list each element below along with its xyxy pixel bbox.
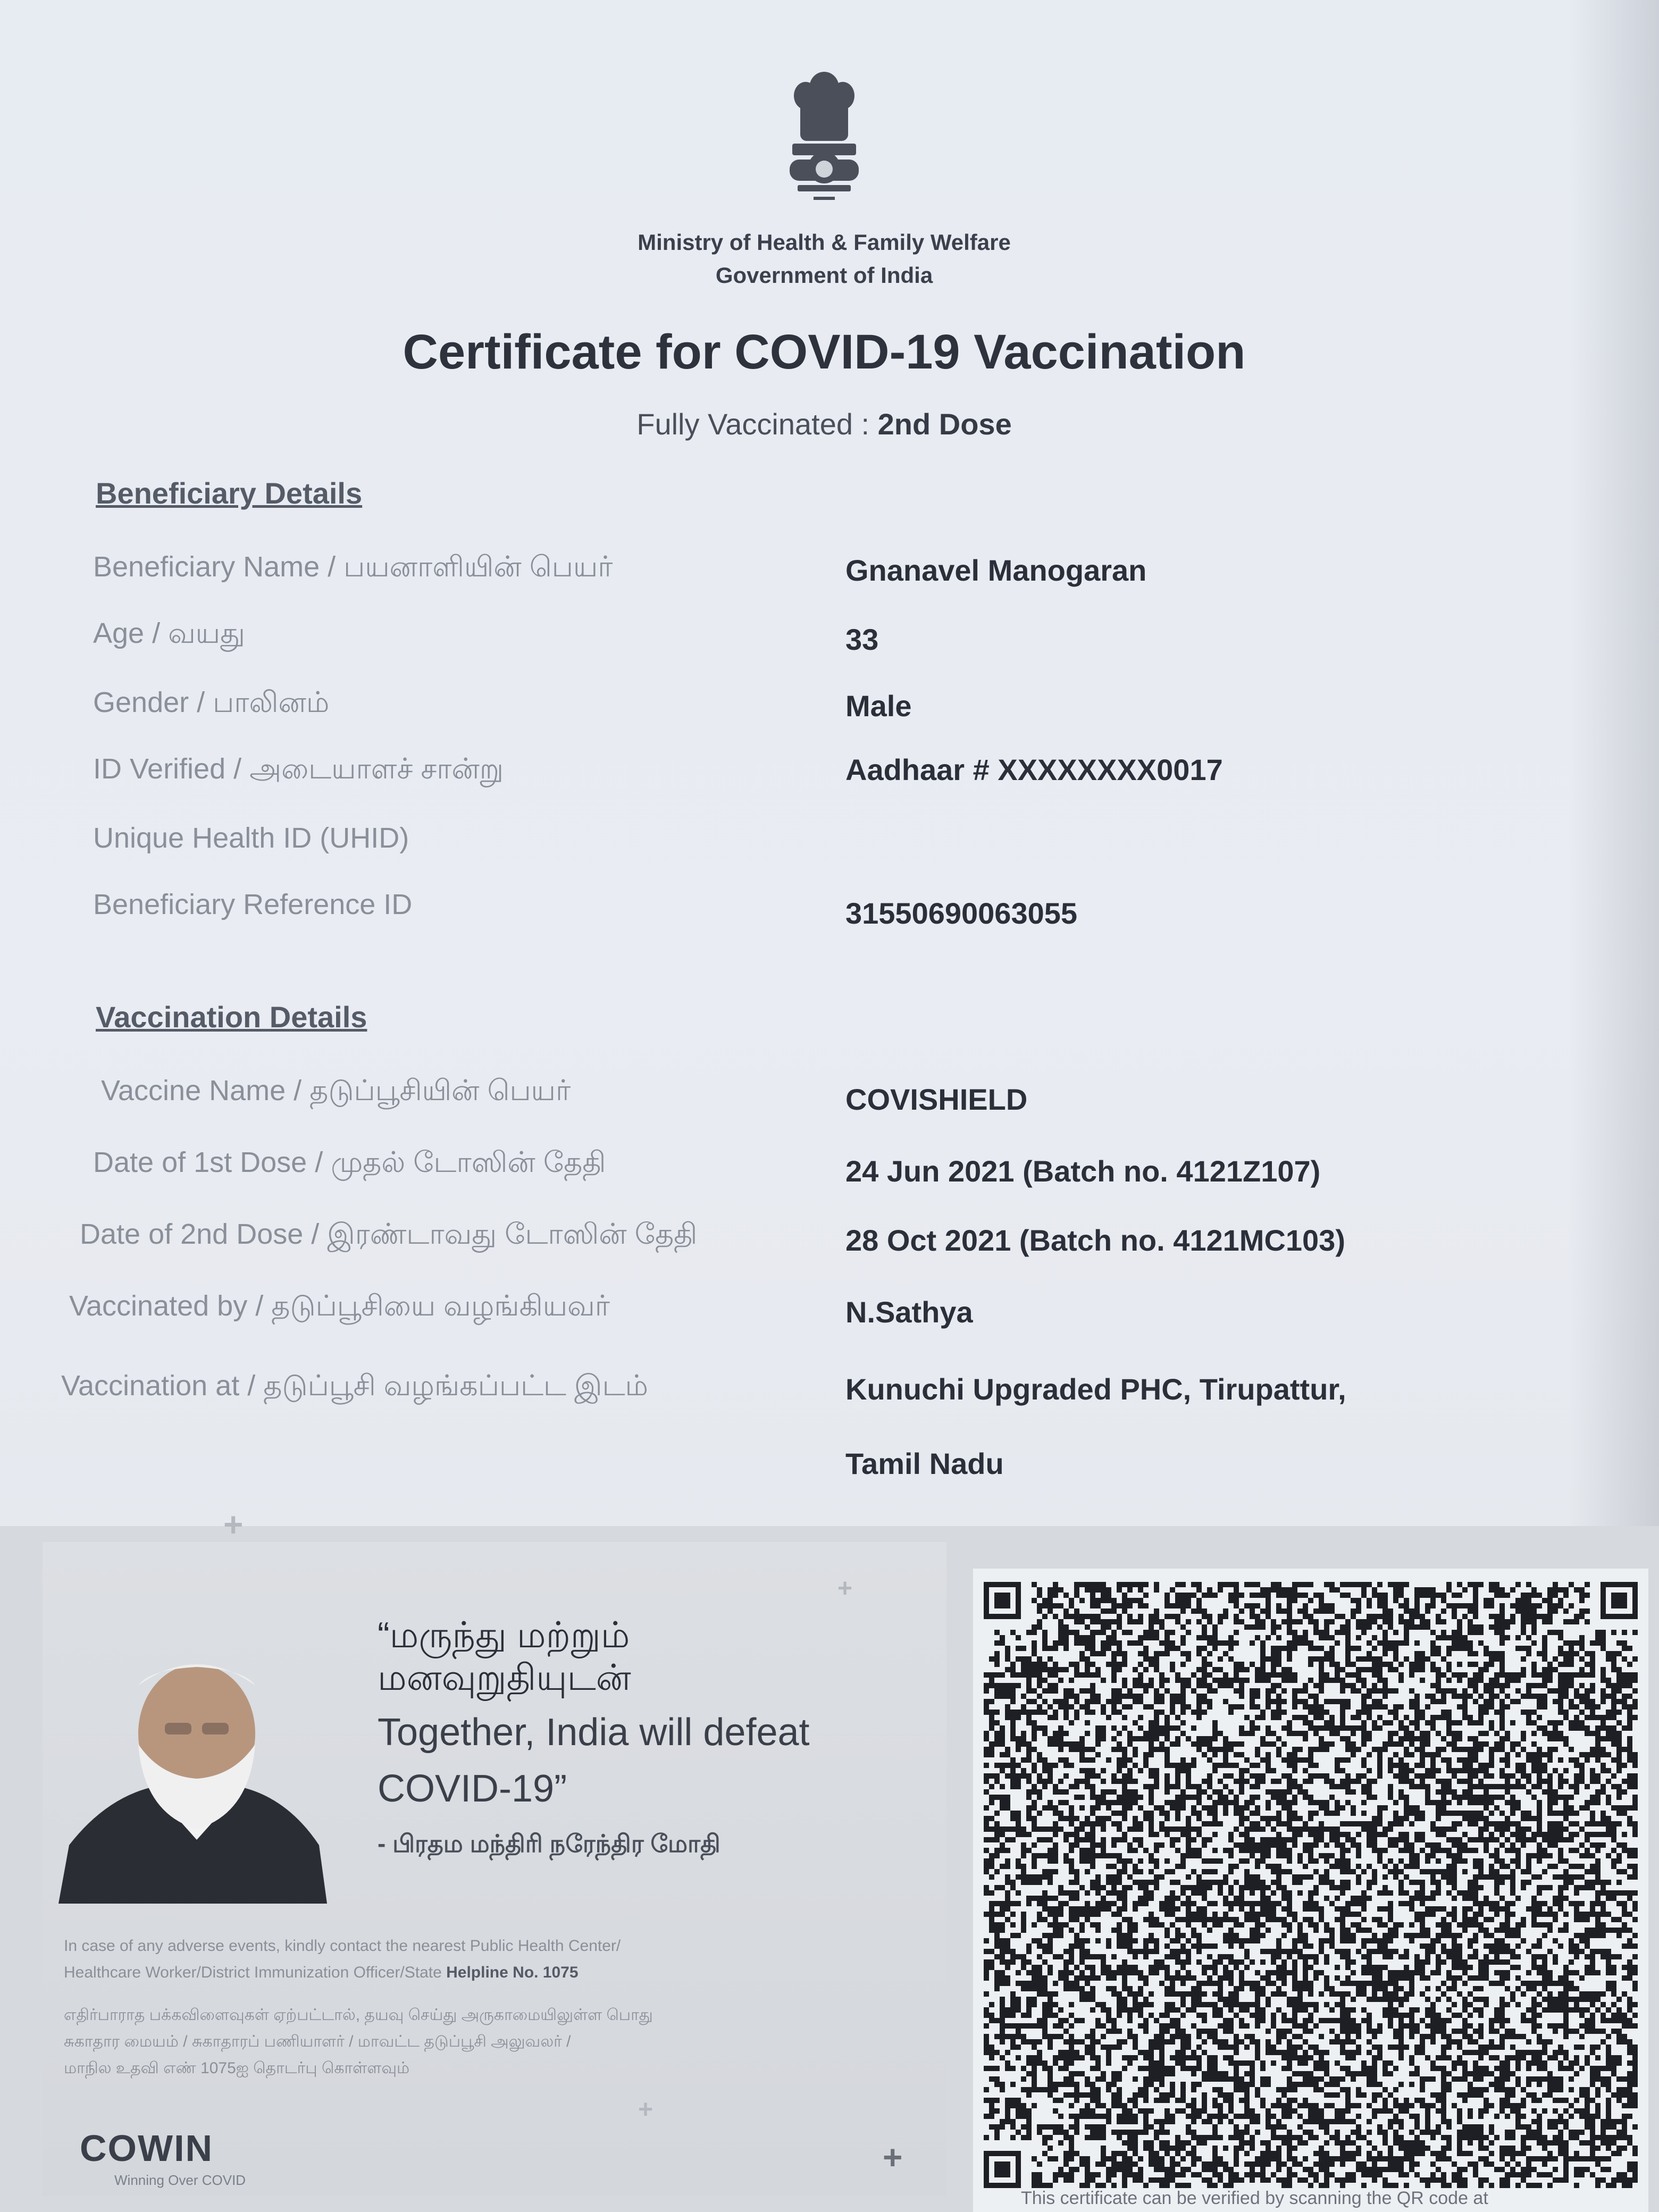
certificate-title: Certificate for COVID-19 Vaccination (403, 325, 1246, 379)
quote-english (378, 1704, 909, 1817)
field-label: Vaccinated by / தடுப்பூசியை வழங்கியவர் (69, 1290, 610, 1322)
qr-verification-note: This certificate can be verified by scanning the QR code at (1021, 2188, 1488, 2208)
field-row-first-dose (0, 1146, 1659, 1199)
vaccination-status (479, 407, 1170, 441)
ministry-name: Ministry of Health & Family Welfare (638, 230, 1011, 255)
field-value: Tamil Nadu (845, 1447, 1004, 1480)
helpline-tamil-line1: எதிர்பாராத பக்கவிளைவுகள் ஏற்பட்டால், தயவு செய்து அருகாமையிலுள்ள பொது (64, 2006, 653, 2024)
field-row-age (0, 617, 1659, 670)
field-value: Gnanavel Manogaran (845, 554, 1147, 587)
helpline-english-line1: In case of any adverse events, kindly contact the nearest Public Health Center/ (64, 1937, 621, 1955)
field-value: 33 (845, 623, 879, 656)
status-prefix: Fully Vaccinated : (636, 407, 878, 441)
government-name: Government of India (715, 263, 933, 288)
field-value: 28 Oct 2021 (Batch no. 4121MC103) (845, 1224, 1345, 1257)
field-label: Date of 2nd Dose / இரண்டாவது டோஸின் தேதி (80, 1218, 698, 1250)
quote-english-line2: COVID-19” (378, 1767, 567, 1810)
field-label: Beneficiary Reference ID (93, 889, 413, 920)
helpline-english (64, 1933, 904, 1986)
helpline-english-line2: Healthcare Worker/District Immunization Officer/State (64, 1964, 447, 1981)
qr-modules (984, 1582, 1638, 2188)
field-row-vaccinated-by (0, 1289, 1659, 1343)
crosshair-mark: + (638, 2096, 653, 2124)
field-value: 24 Jun 2021 (Batch no. 4121Z107) (845, 1154, 1321, 1188)
helpline-tamil-line2: சுகாதார மையம் / சுகாதாரப் பணியாளர் / மாவட்ட தடுப்பூசி அலுவலர் / (64, 2033, 571, 2050)
field-row-vaccination-at-line2 (0, 1446, 1659, 1499)
cowin-logo: COWIN (80, 2127, 214, 2169)
field-row-vaccine-name (0, 1074, 1659, 1127)
beneficiary-details-heading: Beneficiary Details (96, 476, 363, 510)
field-value: Male (845, 689, 912, 723)
vaccination-details-heading: Vaccination Details (96, 1000, 367, 1034)
crosshair-mark: + (837, 1574, 853, 1603)
portrait-image (58, 1638, 335, 1904)
field-label: Gender / பாலினம் (93, 686, 330, 718)
quote-tamil-line2: மனவுறுதியுடன் (378, 1657, 631, 1698)
field-label: Vaccination at / தடுப்பூசி வழங்கப்பட்ட இடம் (61, 1370, 648, 1402)
ministry-header (532, 226, 1117, 292)
helpline-tamil (64, 2002, 904, 2082)
field-label: Vaccine Name / தடுப்பூசியின் பெயர் (101, 1075, 571, 1107)
field-label: ID Verified / அடையாளச் சான்று (93, 753, 504, 785)
field-label: Beneficiary Name / பயனாளியின் பெயர் (93, 551, 613, 583)
field-label: Date of 1st Dose / முதல் டோஸின் தேதி (93, 1146, 606, 1178)
field-row-name (0, 550, 1659, 604)
field-row-second-dose (0, 1218, 1659, 1271)
field-label: Age / வயது (93, 617, 245, 649)
field-value: Aadhaar # XXXXXXXX0017 (845, 753, 1223, 786)
qr-finder-pattern (1601, 1582, 1638, 1619)
field-label: Unique Health ID (UHID) (93, 822, 409, 854)
quote-tamil-line1: “மருந்து மற்றும் (378, 1615, 630, 1655)
crosshair-mark: + (223, 1505, 244, 1544)
crosshair-mark: + (883, 2138, 903, 2176)
helpline-tamil-line3: மாநில உதவி எண் 1075ஐ தொடர்பு கொள்ளவும் (64, 2059, 410, 2077)
field-value: COVISHIELD (845, 1083, 1028, 1116)
field-row-vaccination-at (0, 1369, 1659, 1422)
helpline-number: Helpline No. 1075 (446, 1964, 579, 1981)
field-value: N.Sathya (845, 1295, 973, 1329)
quote-english-line1: Together, India will defeat (378, 1711, 810, 1754)
field-value: 31550690063055 (845, 896, 1078, 930)
qr-finder-pattern (984, 1582, 1021, 1619)
field-row-uhid (0, 822, 1659, 875)
quote-attribution: - பிரதம மந்திரி நரேந்திர மோதி (378, 1830, 720, 1857)
field-value: Kunuchi Upgraded PHC, Tirupattur, (845, 1372, 1346, 1406)
quote-tamil (378, 1614, 856, 1699)
field-row-reference-id (0, 888, 1659, 941)
status-dose: 2nd Dose (877, 407, 1012, 441)
field-row-gender (0, 686, 1659, 739)
field-row-id-verified (0, 752, 1659, 806)
qr-finder-pattern (984, 2151, 1021, 2188)
qr-code (984, 1582, 1638, 2188)
national-emblem-icon (776, 64, 872, 223)
cowin-tagline: Winning Over COVID (114, 2172, 246, 2188)
